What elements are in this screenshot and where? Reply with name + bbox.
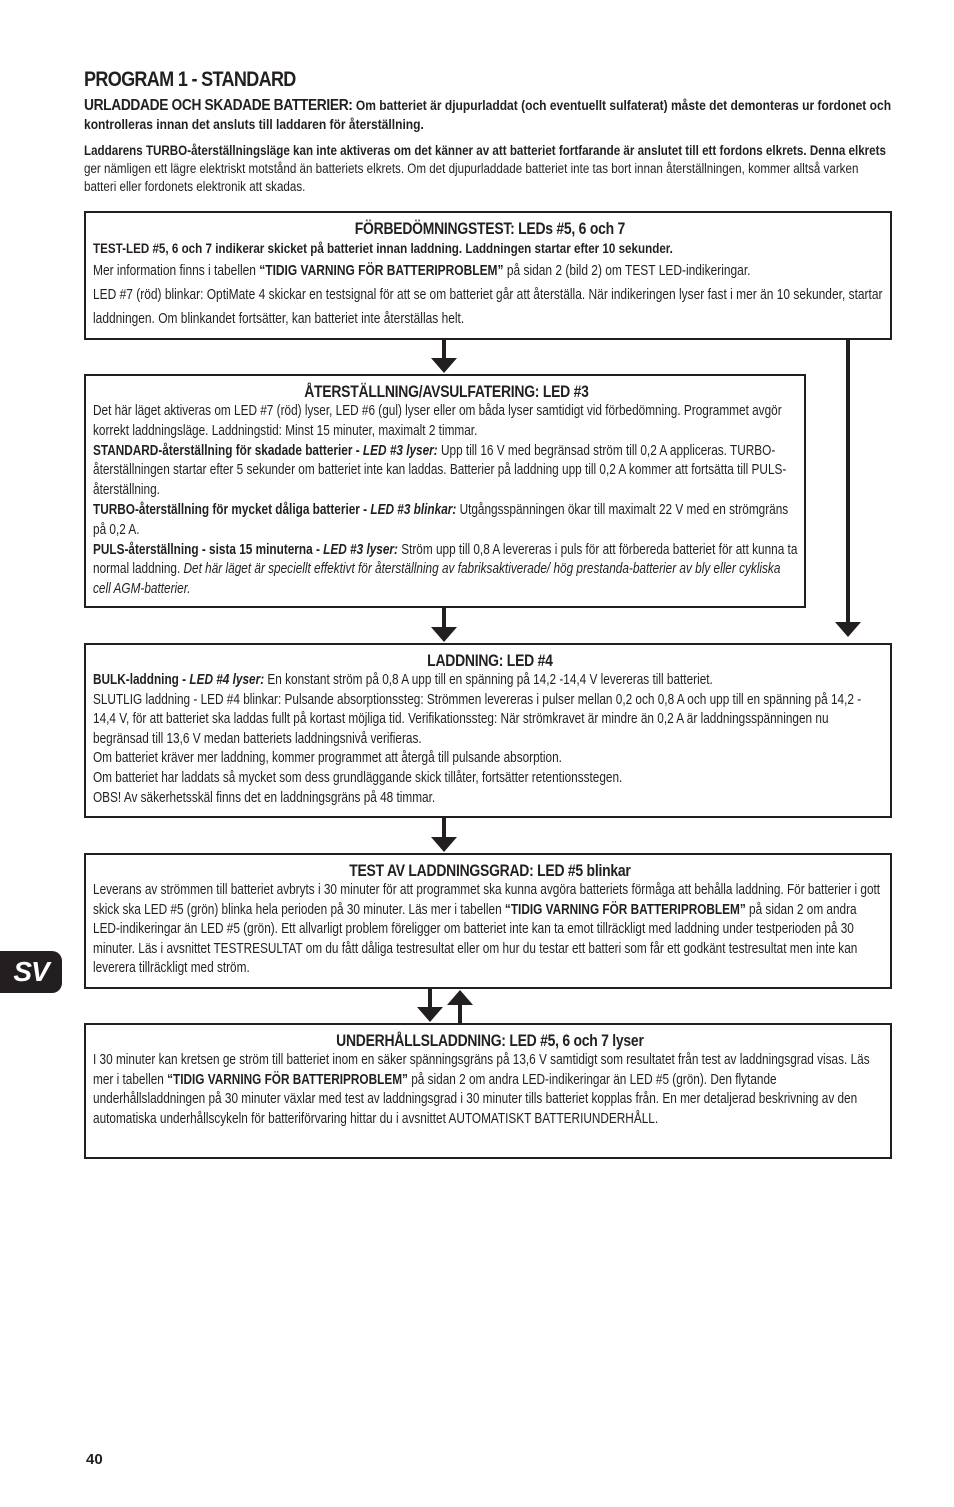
box-title: UNDERHÅLLSLADDNING: LED #5, 6 och 7 lyser	[336, 1031, 644, 1050]
box-text: LED #7 (röd) blinkar: OptiMate 4 skickar en testsignal för att se om batteriet går att återställa. När indikeringen lyser fast i mer än 10 sekunder, startar laddningen. Om blinkandet fortsätter, kan batteriet inte återställas helt.	[93, 287, 883, 327]
arrow-down-icon	[431, 627, 457, 642]
box-text: Mer information finns i tabellen “TIDIG VARNING FÖR BATTERIPROBLEM” på sidan 2 (bild 2) om TEST LED-indikeringar.	[93, 263, 751, 279]
box-title: LADDNING: LED #4	[427, 651, 553, 670]
language-tab: SV	[0, 951, 62, 993]
box-title: TEST AV LADDNINGSGRAD: LED #5 blinkar	[349, 861, 631, 880]
box-title: ÅTERSTÄLLNING/AVSULFATERING: LED #3	[304, 382, 589, 401]
box-text: TEST-LED #5, 6 och 7 indikerar skicket på batteriet innan laddning. Laddningen startar efter 10 sekunder.	[93, 241, 673, 257]
intro-turbo-text: ger nämligen ett lägre elektriskt motstånd än batteriets elkrets. Om det djupurladdade batteriet inte tas bort innan återställningen, kommer alltså varken batteri eller fordonets elektronik att skadas.	[84, 161, 859, 194]
arrow-down-icon	[431, 837, 457, 852]
box-text: SLUTLIG laddning - LED #4 blinkar: Pulsande absorptionssteg: Strömmen levereras i pulser mellan 0,2 och 0,8 A och upp till en spänning på 14,2 - 14,4 V, för att batteriet ska laddas fullt på kortast möjliga tid. Verifikationssteg: När strömkravet är mindre än 0,2 A är laddningsspänningen nu begränsad till 13,6 V medan batteriets laddningsnivå verifieras.	[93, 691, 862, 747]
box-text: OBS! Av säkerhetsskäl finns det en laddningsgräns på 48 timmar.	[93, 789, 436, 806]
arrow-down-icon	[417, 1007, 443, 1022]
page-number: 40	[86, 1451, 103, 1468]
arrow-up-icon	[447, 990, 473, 1005]
box-text: PULS-återställning - sista 15 minuterna - LED #3 lyser: Ström upp till 0,8 A levereras i puls för att förbereda batteriet för att kunna ta normal laddning. Det här läget är speciellt effektivt för återställning av fabriksaktiverade/ hög prestanda-batterier av bly eller cykliska cell AGM-batterier.	[93, 541, 798, 598]
arrow-down-icon	[835, 622, 861, 637]
page-title: PROGRAM 1 - STANDARD	[84, 68, 296, 91]
intro-lead-rest: Om batteriet är djupurladdat (och eventuellt sulfaterat) måste det demonteras ur fordonet och kontrolleras innan det ansluts till laddaren för återställning.	[84, 97, 892, 132]
box-title: FÖRBEDÖMNINGSTEST: LEDs #5, 6 och 7	[354, 219, 626, 238]
box-text: BULK-laddning - LED #4 lyser: En konstant ström på 0,8 A upp till en spänning på 14,2 -14,4 V levereras till batteriet.	[93, 672, 713, 688]
box-text: I 30 minuter kan kretsen ge ström till batteriet inom en säker spänningsgräns på 13,6 V samtidigt som resultatet från test av laddningsgrad visas. Läs mer i tabellen “TIDIG VARNING FÖR BATTERIPROBLEM” på sidan 2 om andra LED-indikeringar än LED #5 (grön). Den flytande underhållsladdningen på 30 minuter växlar med test av laddningsgrad i 30 minuter tills batteriet kopplas från. En mer detaljerad beskrivning av den automatiska underhållscykeln för batteriförvaring hittar du i avsnittet AUTOMATISKT BATTERIUNDERHÅLL.	[93, 1052, 870, 1127]
box-text: Leverans av strömmen till batteriet avbryts i 30 minuter för att programmet ska kunna avgöra batteriets förmåga att behålla laddning. För batterier i gott skick ska LED #5 (grön) blinka hela perioden på 30 minuter. Läs mer i tabellen “TIDIG VARNING FÖR BATTERIPROBLEM” på sidan 2 om andra LED-indikeringar än LED #5 (grön). Ett allvarligt problem föreligger om batteriet inte kan ta emot tillräckligt med laddning under testperioden på 30 minuter. Läs i avsnittet TESTRESULTAT om du fått dåliga testresultat eller om hur du testar ett batteri som får ett godkänt testresultat men inte kan leverera tillräckligt med ström.	[93, 882, 881, 977]
box-text: TURBO-återställning för mycket dåliga batterier - LED #3 blinkar: Utgångsspänningen ökar till maximalt 22 V med en strömgräns på 0,2 A.	[93, 501, 789, 538]
arrow-down-icon	[431, 358, 457, 373]
box-text: Om batteriet kräver mer laddning, kommer programmet att återgå till pulsande absorption.	[93, 750, 562, 767]
box-text: Det här läget aktiveras om LED #7 (röd) lyser, LED #6 (gul) lyser eller om båda lyser samtidigt vid förbedömning. Programmet avgör korrekt laddningsläge. Laddningstid: Minst 15 minuter, maximalt 2 timmar.	[93, 403, 782, 439]
intro-turbo-bold: Laddarens TURBO-återställningsläge kan inte aktiveras om det känner av att batteriet fortfarande är anslutet till ett fordons elkrets. Denna elkrets	[84, 143, 886, 158]
intro-lead: URLADDADE OCH SKADADE BATTERIER:	[84, 97, 353, 114]
box-text: STANDARD-återställning för skadade batterier - LED #3 lyser: Upp till 16 V med begränsad ström till 0,2 A appliceras. TURBO-återställningen startar efter 5 sekunder om batteriet inte kan laddas. Batterier på laddning upp till 0,2 A kommer att fortsätta till PULS-återställning.	[93, 442, 787, 499]
box-text: Om batteriet har laddats så mycket som dess grundläggande skick tillåter, fortsätter retentionsstegen.	[93, 769, 623, 786]
